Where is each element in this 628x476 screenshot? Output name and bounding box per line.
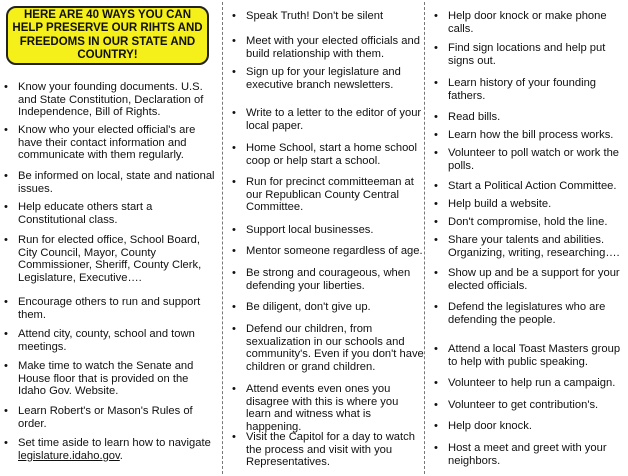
bullet: • [4, 328, 8, 340]
bullet: • [232, 301, 236, 313]
list-item [232, 107, 426, 132]
column-divider-1 [222, 2, 223, 474]
list-item-text: Mentor someone regardless of age. [246, 245, 423, 257]
list-item-text: Defend the legislatures who are defending the people. [448, 301, 606, 326]
bullet: • [434, 42, 438, 54]
list-item [434, 420, 628, 433]
list-item [232, 224, 426, 237]
list-item-text: Speak Truth! Don't be silent [246, 10, 384, 22]
list-item-text: Home School, start a home school coop or help start a school. [246, 142, 418, 167]
list-item-text: Know your founding documents. U.S. and State Constitution, Declaration of Independence, Bill of Rights. [18, 81, 204, 119]
list-item-text: Make time to watch the Senate and House floor that is provided on the Idaho Gov. Website. [18, 360, 194, 398]
list-item [232, 66, 426, 91]
bullet: • [4, 81, 8, 93]
bullet: • [434, 267, 438, 279]
bullet: • [434, 301, 438, 313]
bullet: • [4, 170, 8, 182]
list-item-text: Attend events even ones you disagree with this is where you learn and witness what is happening. [246, 383, 399, 434]
list-item [434, 180, 628, 193]
list-item [4, 405, 218, 430]
bullet: • [434, 442, 438, 454]
bullet: • [232, 383, 236, 395]
list-item [232, 35, 426, 60]
legislature-link[interactable]: legislature.idaho.gov [18, 449, 120, 462]
list-item [4, 170, 218, 195]
list-item [4, 234, 218, 285]
header-banner: HERE ARE 40 WAYS YOU CAN HELP PRESERVE OUR RIHTS AND FREEDOMS IN OUR STATE AND COUNTRY! [6, 6, 209, 65]
list-item-text: Sign up for your legislature and executive branch newsletters. [246, 66, 401, 91]
bullet: • [232, 267, 236, 279]
list-item [232, 323, 426, 374]
list-item [232, 431, 426, 469]
list-item [232, 267, 426, 292]
list-item-text: Volunteer to get contribution's. [448, 399, 599, 411]
bullet: • [232, 107, 236, 119]
bullet: • [232, 431, 236, 443]
list-item [434, 216, 628, 229]
list-item-text: Read bills. [448, 111, 501, 123]
list-item-text: Encourage others to run and support them. [18, 296, 201, 321]
list-item [4, 328, 218, 353]
bullet: • [434, 216, 438, 228]
list-item-text: Write to a letter to the editor of your local paper. [246, 107, 422, 132]
bullet: • [434, 10, 438, 22]
bullet: • [434, 343, 438, 355]
list-item [4, 296, 218, 321]
bullet: • [4, 405, 8, 417]
list-item [434, 377, 628, 390]
list-item [434, 111, 628, 124]
list-item [4, 81, 218, 119]
bullet: • [434, 77, 438, 89]
bullet: • [232, 323, 236, 335]
list-item-text: Learn how the bill process works. [448, 129, 614, 141]
list-item [232, 10, 426, 23]
bullet: • [434, 147, 438, 159]
list-item [434, 399, 628, 412]
list-item [232, 245, 426, 258]
bullet: • [232, 176, 236, 188]
list-item-text: Find sign locations and help put signs out. [448, 42, 606, 67]
list-item [434, 343, 628, 368]
list-item-text [4, 437, 218, 462]
list-item [232, 142, 426, 167]
list-item [4, 360, 218, 398]
list-item [434, 42, 628, 67]
list-item-text: Volunteer to poll watch or work the polls. [448, 147, 620, 172]
bullet: • [232, 224, 236, 236]
list-item [232, 176, 426, 214]
bullet: • [4, 201, 8, 213]
bullet: • [232, 245, 236, 257]
list-item [434, 10, 628, 35]
bullet: • [434, 234, 438, 246]
list-item [434, 77, 628, 102]
list-item-text: Learn Robert's or Mason's Rules of order. [18, 405, 193, 430]
list-item [232, 301, 426, 314]
list-item-text: Be diligent, don't give up. [246, 301, 371, 313]
list-item-text: Help educate others start a Constitutional class. [18, 201, 153, 226]
list-item-text: Be informed on local, state and national issues. [18, 170, 215, 195]
bullet: • [4, 296, 8, 308]
list-item-text: Visit the Capitol for a day to watch the process and visit with you Representatives. [246, 431, 415, 469]
list-item [4, 201, 218, 226]
list-item-text: Know who your elected official's are have their contact information and communicate with them regularly. [18, 124, 196, 162]
bullet: • [434, 420, 438, 432]
list-item [4, 437, 218, 462]
bullet: • [434, 377, 438, 389]
bullet: • [434, 111, 438, 123]
list-item-text: Run for elected office, School Board, City Council, Mayor, County Commissioner, Sheriff, County Clerk, Legislature, Executive…. [18, 234, 202, 285]
list-item-text: Don't compromise, hold the line. [448, 216, 608, 228]
list-item-text: Share your talents and abilities. Organizing, writing, researching…. [448, 234, 620, 259]
bullet: • [4, 234, 8, 246]
list-item-text: Run for precinct committeeman at our Republican County Central Committee. [246, 176, 414, 214]
list-item [434, 147, 628, 172]
list-item-text: Learn history of your founding fathers. [448, 77, 597, 102]
bullet: • [232, 10, 236, 22]
list-item [434, 267, 628, 292]
list-item-text: Help build a website. [448, 198, 552, 210]
list-item-text: Show up and be a support for your elected officials. [448, 267, 620, 292]
list-item-text: Volunteer to help run a campaign. [448, 377, 616, 389]
list-item [434, 234, 628, 259]
bullet: • [232, 66, 236, 78]
list-item-text: Help door knock. [448, 420, 532, 432]
bullet: • [434, 180, 438, 192]
list-item-text: Support local businesses. [246, 224, 374, 236]
list-item [434, 198, 628, 211]
bullet: • [4, 360, 8, 372]
list-item-text: Start a Political Action Committee. [448, 180, 617, 192]
list-item [232, 383, 426, 434]
list-item-text-end: . [119, 449, 123, 462]
list-item [4, 124, 218, 162]
list-item-text: Attend a local Toast Masters group to help with public speaking. [448, 343, 621, 368]
list-item [434, 129, 628, 142]
list-item-text: Host a meet and greet with your neighbors. [448, 442, 607, 467]
bullet: • [4, 124, 8, 136]
list-item [434, 442, 628, 467]
bullet: • [4, 437, 8, 449]
list-item-text: Be strong and courageous, when defending your liberties. [246, 267, 411, 292]
bullet: • [232, 142, 236, 154]
bullet: • [434, 399, 438, 411]
list-item-text: Defend our children, from sexualization in our schools and community's. Even if you don't have children or grand children. [246, 323, 424, 374]
bullet: • [434, 129, 438, 141]
list-item-text: Meet with your elected officials and build relationship with them. [246, 35, 420, 60]
bullet: • [232, 35, 236, 47]
list-item [434, 301, 628, 326]
list-item-text: Attend city, county, school and town meetings. [18, 328, 195, 353]
list-item-text-start: Set time aside to learn how to navigate [18, 437, 211, 449]
bullet: • [434, 198, 438, 210]
list-item-text: Help door knock or make phone calls. [448, 10, 607, 35]
